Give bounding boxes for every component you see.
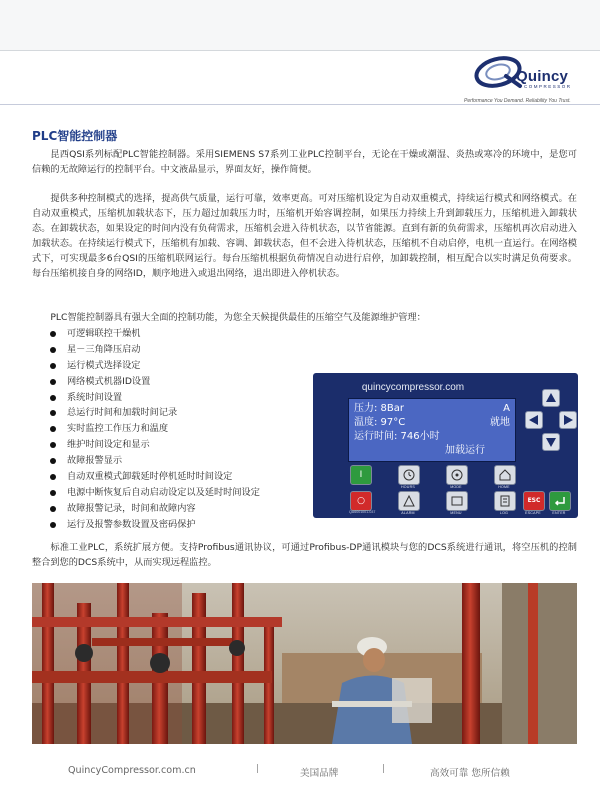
clock-icon <box>399 466 419 484</box>
alarm-label: ALARM <box>401 511 415 515</box>
list-item: 总运行时间和加载时间记录 <box>50 405 260 421</box>
menu-button[interactable] <box>446 491 468 511</box>
warning-icon <box>399 492 419 510</box>
paragraph-features-intro: PLC智能控制器具有强大全面的控制功能，为您全天候提供最佳的压缩空气及能源维护管理： <box>50 312 426 323</box>
bullet-icon <box>50 522 56 528</box>
controller-model: QA6001001-037 <box>349 510 376 514</box>
header-band <box>0 0 600 50</box>
tagline: Performance You Demand. Reliability You Trust. <box>464 98 571 104</box>
lcd-row-temperature: 温度: 97°C 就地 <box>354 417 510 428</box>
feature-list <box>50 326 260 533</box>
list-item: 电源中断恢复后自动启动设定以及延时时间设定 <box>50 485 260 501</box>
controller-url: quincycompressor.com <box>361 382 465 393</box>
arrow-up-icon[interactable] <box>542 389 560 407</box>
lcd-row-status: 加载运行 <box>445 445 485 456</box>
escape-button[interactable]: ESC <box>523 491 545 511</box>
arrow-right-icon[interactable] <box>559 411 577 429</box>
lcd-row-pressure: 压力: 8Bar A <box>354 403 510 414</box>
list-item: 故障报警显示 <box>50 453 260 469</box>
stop-button[interactable]: ○ <box>350 491 372 511</box>
enter-label: ENTER <box>552 511 566 515</box>
bullet-icon <box>50 458 56 464</box>
paragraph-profibus: 标准工业PLC，系统扩展方便。支持Profibus通讯协议，可通过Profibus-DP通讯模块与您的DCS系统进行通讯，将空压机的控制整合到您的DCS系统中，从而实现远程监控。 <box>32 542 577 568</box>
menu-icon <box>447 492 467 510</box>
log-button[interactable] <box>494 491 516 511</box>
direction-pad <box>525 389 575 449</box>
mode-button[interactable] <box>446 465 468 485</box>
bullet-icon <box>50 442 56 448</box>
bullet-icon <box>50 410 56 416</box>
menu-label: MENU <box>450 511 462 515</box>
logo-subtext: COMPRESSOR <box>524 84 572 89</box>
list-item: 故障报警记录，时间和故障内容 <box>50 501 260 517</box>
bullet-icon <box>50 331 56 337</box>
list-item: 星－三角降压启动 <box>50 342 260 358</box>
escape-label: ESCAPE <box>525 511 541 515</box>
start-button[interactable]: I <box>350 465 372 485</box>
list-item: 可逻辑联控干燥机 <box>50 326 260 342</box>
tagline-rule <box>0 104 600 105</box>
list-item: 运行及报警参数设置及密码保护 <box>50 517 260 533</box>
industrial-photo <box>32 583 577 744</box>
footer-separator: | <box>382 764 386 774</box>
bullet-icon <box>50 506 56 512</box>
lcd-display <box>348 398 516 462</box>
logo-text: Quincy <box>516 68 569 85</box>
footer-separator: | <box>256 764 260 774</box>
hours-button[interactable] <box>398 465 420 485</box>
footer-website[interactable]: QuincyCompressor.com.cn <box>68 765 196 776</box>
list-item: 维护时间设定和显示 <box>50 437 260 453</box>
list-item: 自动双重模式卸载延时停机延时时间设定 <box>50 469 260 485</box>
bullet-icon <box>50 347 56 353</box>
alarm-button[interactable] <box>398 491 420 511</box>
paragraph-modes: 提供多种控制模式的选择，提高供气质量，运行可靠，效率更高。可对压缩机设定为自动双重模式，持续运行模式和网络模式。在自动双重模式，压缩机加载状态下，压力超过加载压力时，压缩机开始容调控制，如果压力持续上升到卸载压力，压缩机进入卸载状态。在卸载状态，如果设定的时间内没有负荷需求，压缩机会进入待机状态，以节省能源。直到有新的负荷需求，压缩机再次启动进入加载状态。在持续运行模式下，压缩机有加载、容调、卸载状态，但不会进入待机状态，压缩机不自动启停，电机一直运行。在网络模式下，可实现最多6台QSI的压缩机联网运行。每台压缩机根据负荷情况自动进行启停，加卸载控制，相互配合以实时满足负荷要求。每台压缩机接自身的网络ID，顺序地进入或退出网络，退出即进入停机状态。 <box>32 193 577 279</box>
bullet-icon <box>50 490 56 496</box>
home-label: HOME <box>498 485 510 489</box>
enter-icon <box>550 492 570 510</box>
enter-button[interactable] <box>549 491 571 511</box>
home-button[interactable] <box>494 465 516 485</box>
log-icon <box>495 492 515 510</box>
mode-label: MODE <box>450 485 462 489</box>
section-title: PLC智能控制器 <box>32 129 118 143</box>
footer-slogan: 高效可靠 您所信赖 <box>430 768 510 779</box>
list-item: 实时监控工作压力和温度 <box>50 421 260 437</box>
paragraph-intro: 昆西QSI系列标配PLC智能控制器。采用SIEMENS S7系列工业PLC控制平台，无论在干燥或潮湿、炎热或寒冷的环境中，是您可信赖的无故障运行的控制平台。中文液晶显示，界面友好，操作简便。 <box>32 149 577 175</box>
controller-panel <box>313 373 578 518</box>
header-rule <box>0 50 600 51</box>
bullet-icon <box>50 379 56 385</box>
hours-label: HOURS <box>401 485 415 489</box>
list-item: 网络模式机器ID设置 <box>50 374 260 390</box>
bullet-icon <box>50 363 56 369</box>
arrow-left-icon[interactable] <box>525 411 543 429</box>
lcd-row-runtime: 运行时间: 746小时 <box>354 431 440 442</box>
mode-icon <box>447 466 467 484</box>
arrow-down-icon[interactable] <box>542 433 560 451</box>
bullet-icon <box>50 474 56 480</box>
home-icon <box>495 466 515 484</box>
log-label: LOG <box>499 511 509 515</box>
list-item: 系统时间设置 <box>50 390 260 406</box>
bullet-icon <box>50 395 56 401</box>
bullet-icon <box>50 426 56 432</box>
footer-brand: 美国品牌 <box>300 768 339 779</box>
list-item: 运行模式选择设定 <box>50 358 260 374</box>
